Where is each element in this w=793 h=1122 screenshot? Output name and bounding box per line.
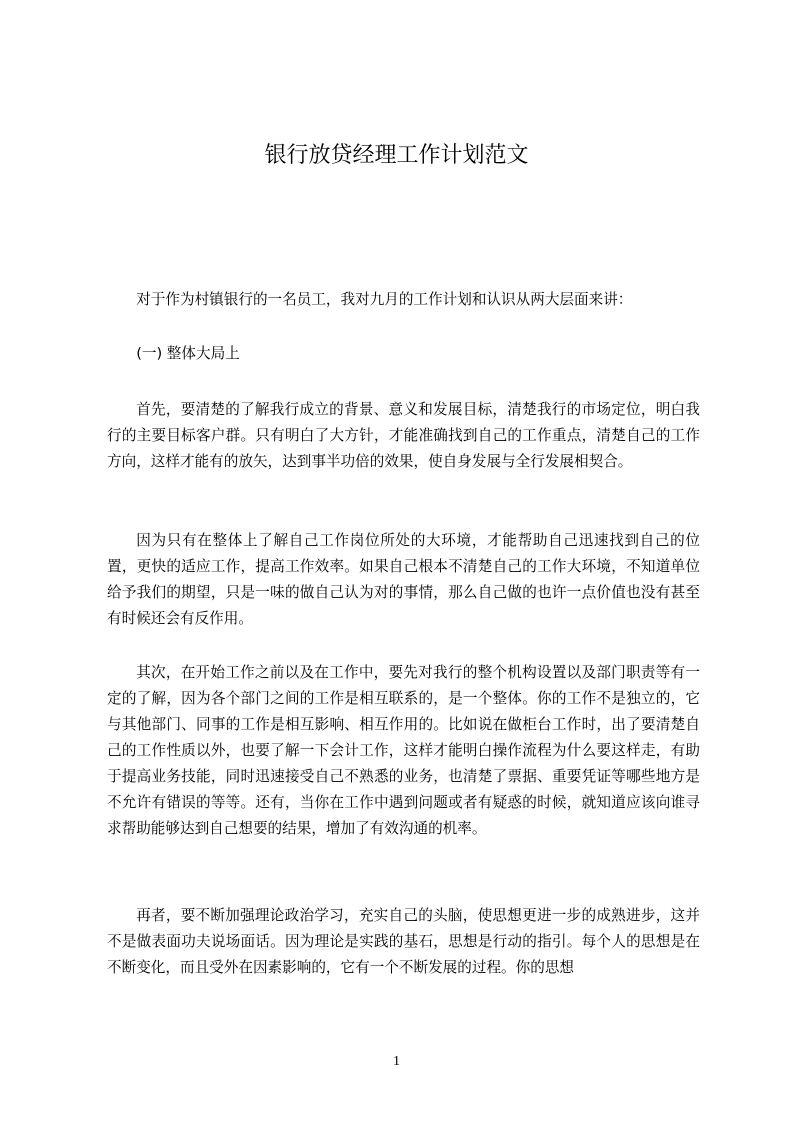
body-paragraph: 首先，要清楚的了解我行成立的背景、意义和发展目标，清楚我行的市场定位，明白我行的主要目标客户群。只有明白了大方针，才能准确找到自己的工作重点，清楚自己的工作方向，这样才能有的放矢，达到事半功倍的效果，使自身发展与全行发展相契合。 xyxy=(107,401,700,470)
intro-paragraph: 对于作为村镇银行的一名员工，我对九月的工作计划和认识从两大层面来讲： xyxy=(136,291,633,308)
body-paragraph: 因为只有在整体上了解自己工作岗位所处的大环境，才能帮助自己迅速找到自己的位置，更快的适应工作，提高工作效率。如果自己根本不清楚自己的工作大环境，不知道单位给予我们的期望，只是一味的做自己认为对的事情，那么自己做的也许一点价值也没有甚至有时候还会有反作用。 xyxy=(107,532,700,627)
page-number: 1 xyxy=(393,1054,400,1069)
body-paragraph: 再者，要不断加强理论政治学习，充实自己的头脑，使思想更进一步的成熟进步，这并不是做表面功夫说场面话。因为理论是实践的基石，思想是行动的指引。每个人的思想是在不断变化，而且受外在因素影响的，它有一个不断发展的过程。你的思想 xyxy=(107,907,700,976)
section-heading: (一) 整体大局上 xyxy=(136,345,240,362)
body-paragraph: 其次，在开始工作之前以及在工作中，要先对我行的整个机构设置以及部门职责等有一定的了解，因为各个部门之间的工作是相互联系的，是一个整体。你的工作不是独立的，它与其他部门、同事的工作是相互影响、相互作用的。比如说在做柜台工作时，出了要清楚自己的工作性质以外，也要了解一下会计工作，这样才能明白操作流程为什么要这样走，有助于提高业务技能，同时迅速接受自己不熟悉的业务，也清楚了票据、重要凭证等哪些地方是不允许有错误的等等。还有，当你在工作中遇到问题或者有疑惑的时候，就知道应该向谁寻求帮助能够达到自己想要的结果，增加了有效沟通的机率。 xyxy=(107,664,700,837)
document-title: 银行放贷经理工作计划范文 xyxy=(264,143,529,168)
